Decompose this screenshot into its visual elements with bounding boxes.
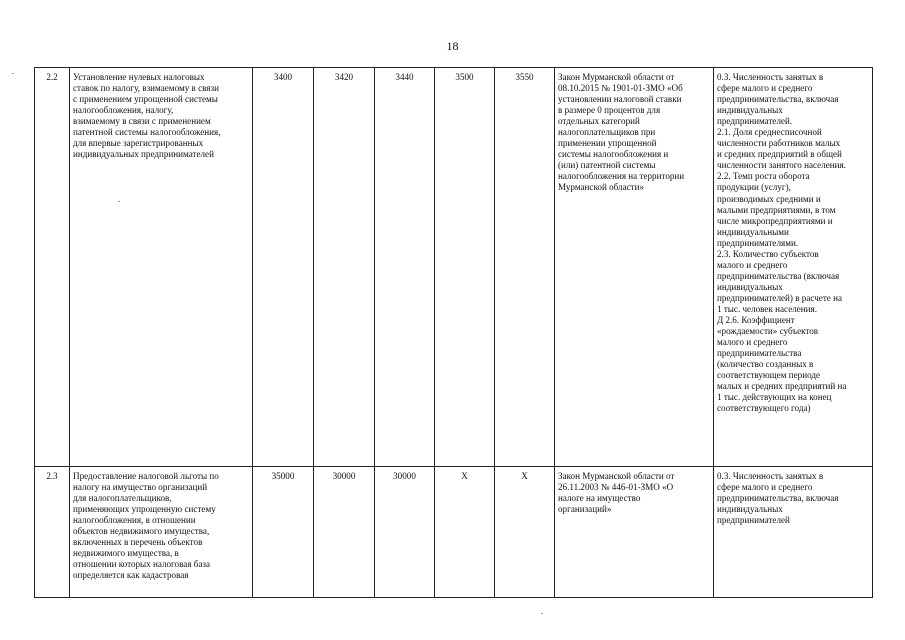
scan-speck [541,613,543,614]
value-cell: 3440 [375,68,435,467]
table-row [35,467,873,598]
value-cell: 35000 [253,467,314,598]
value-cell: 3400 [253,68,314,467]
legal-basis: Закон Мурманской области от 26.11.2003 № 446-01-ЗМО «О налоге на имущество организаций» [555,467,714,598]
page-number: 18 [446,39,459,53]
target-indicators: 0.3. Численность занятых в сфере малого и среднего предпринимательства, включая индивидуальных предпринимателей. 2.1. Доля среднесписочной численности работников малых и средних предприятий в общей численности занятого населения. 2.2. Темп роста оборота продукции (услуг), производимых средними и малыми предприятиями, в том числе микропредприятиями и индивидуальными предпринимателями. 2.3. Количество субъектов малого и среднего предпринимательства (включая индивидуальных предпринимателей) в расчете на 1 тыс. человек населения. Д 2.6. Коэффициент «рождаемости» субъектов малого и среднего предпринимательства (количество созданных в соответствующем периоде малых и средних предприятий на 1 тыс. действующих на конец соответствующего года) [714,68,873,467]
value-cell: 3500 [435,68,495,467]
value-cell: 30000 [314,467,375,598]
value-cell: 30000 [375,467,435,598]
value-cell: 3550 [495,68,555,467]
target-indicators: 0.3. Численность занятых в сфере малого и среднего предпринимательства, включая индивидуальных предпринимателей [714,467,873,598]
measures-table [34,67,873,598]
measure-description: Предоставление налоговой льготы по налогу на имущество организаций для налогоплательщиков, применяющих упрощенную систему налогообложения, в отношении объектов недвижимого имущества, включенных в перечень объектов недвижимого имущества, в отношении которых налоговая база определяется как кадастровая [70,467,253,598]
value-cell: X [435,467,495,598]
table-row [35,68,873,467]
value-cell: X [495,467,555,598]
legal-basis: Закон Мурманской области от 08.10.2015 № 1901-01-ЗМО «Об установлении налоговой ставки в размере 0 процентов для отдельных категорий налогоплательщиков при применении упрощенной системы налогообложения и (или) патентной системы налогообложения на территории Мурманской области» [555,68,714,467]
row-number: 2.3 [35,467,70,598]
row-number: 2.2 [35,68,70,467]
measure-description: Установление нулевых налоговых ставок по налогу, взимаемому в связи с применением упрощенной системы налогообложения, налогу, взимаемому в связи с применением патентной системы налогообложения, для впервые зарегистрированных индивидуальных предпринимателей [70,68,253,467]
value-cell: 3420 [314,68,375,467]
scan-speck [12,73,14,74]
